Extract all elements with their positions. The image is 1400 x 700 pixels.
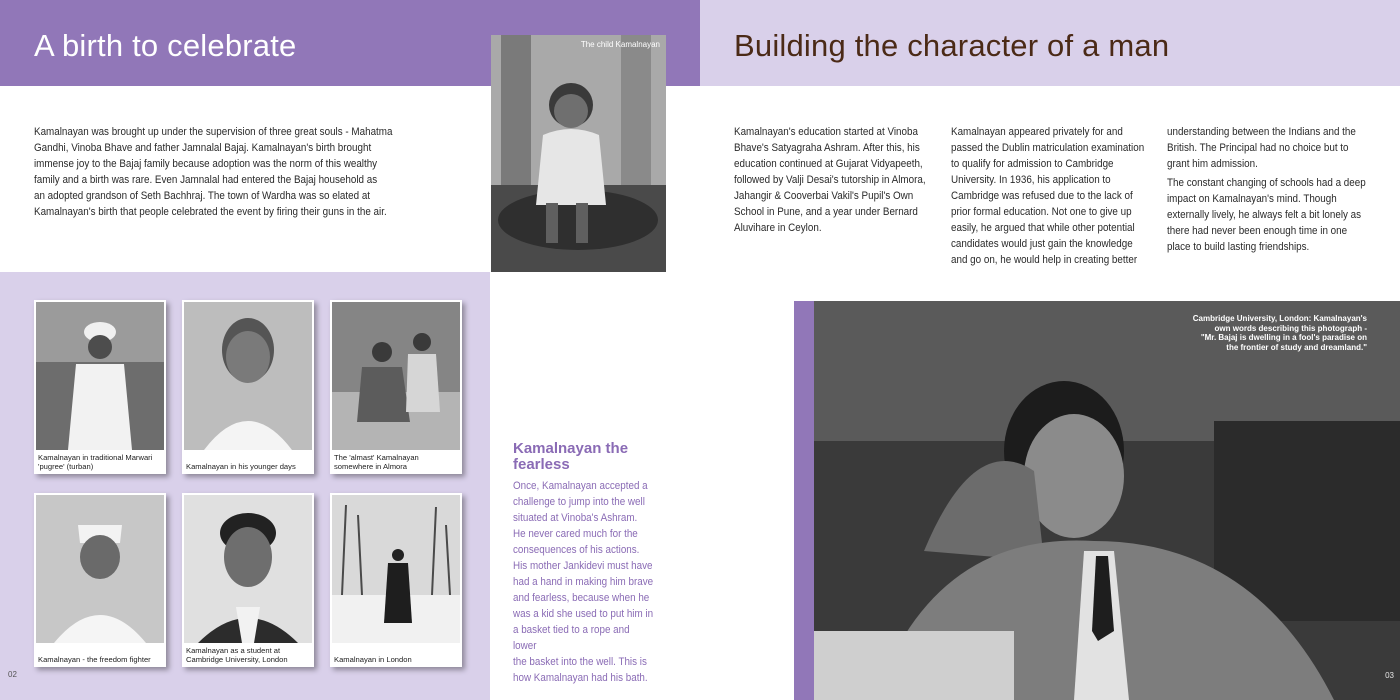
photo-almora — [332, 302, 460, 450]
fearless-line: a basket tied to a rope and lower — [513, 624, 630, 652]
photo-card-younger — [182, 300, 314, 474]
col3-line: place to build lasting friendships. — [1167, 241, 1310, 253]
fearless-line: consequences of his actions. — [513, 544, 640, 556]
almora-photo-illustration — [332, 302, 460, 450]
younger-photo-illustration — [184, 302, 312, 450]
photo-turban — [36, 302, 164, 450]
intro-line: family and a birth was rare. Even Jamnalal had entered the Bajaj household as — [34, 174, 378, 186]
col2-line: passed the Dublin matriculation examination — [951, 142, 1145, 154]
intro-line: immense joy to the Bajaj family because adoption was the norm of this wealthy — [34, 158, 378, 170]
col1-line: education continued at Gujarat Vidyapeeth, — [734, 158, 923, 170]
col3-line: grant him admission. — [1167, 158, 1258, 170]
col2-line: Cambridge was refused due to the lack of — [951, 190, 1133, 202]
photo-london — [332, 495, 460, 643]
photo-caption: Kamalnayan as a student at Cambridge University, London — [186, 646, 288, 664]
intro-line: an adopted grandson of Seth Bachhraj. The town of Wardha was so elated at — [34, 190, 371, 202]
photo-younger — [184, 302, 312, 450]
col3-line: impact on Kamalnayan's mind. Though — [1167, 193, 1337, 205]
col1-line: Jahangir & Cooverbai Vakil's Pupil's Own — [734, 190, 914, 202]
photo-caption: Kamalnayan in traditional Marwari 'pugree' (turban) — [38, 453, 153, 471]
col1-line: followed by Valji Desai's tutorship in Almora, — [734, 174, 926, 186]
col1-line: Bhave's Satyagraha Ashram. After this, his — [734, 142, 920, 154]
photo-card-almora — [330, 300, 462, 474]
col2-line: and go on, he would help in creating better — [951, 254, 1138, 266]
right-page-number: 03 — [1385, 671, 1394, 680]
right-page-title: Building the character of a man — [734, 28, 1170, 63]
col1-line: Aluvihare in Ceylon. — [734, 222, 822, 234]
intro-line: Gandhi, Vinoba Bhave and father Jamnalal Bajaj. Kamalnayan's birth brought — [34, 142, 372, 154]
col3-line: The constant changing of schools had a deep — [1167, 177, 1366, 189]
fearless-line: situated at Vinoba's Ashram. — [513, 512, 638, 524]
photo-card-turban — [34, 300, 166, 474]
col3-paragraph-1 — [1167, 124, 1369, 172]
photo-caption: Kamalnayan - the freedom fighter — [38, 655, 151, 664]
caption-line: Cambridge University, London: Kamalnayan's — [1192, 314, 1367, 323]
left-page-title: A birth to celebrate — [34, 28, 297, 63]
col2-line: prior formal education. Not one to give up — [951, 206, 1132, 218]
col1-line: School in Pune, and a year under Bernard — [734, 206, 918, 218]
cambridge-study-photo — [814, 301, 1400, 700]
fearless-line: and fearless, because when he — [513, 592, 650, 604]
col3-paragraph-2 — [1167, 175, 1369, 255]
col1-line: Kamalnayan's education started at Vinoba — [734, 126, 918, 138]
big-photo-caption — [1187, 314, 1367, 352]
birth-intro-paragraph — [34, 124, 404, 220]
fearless-line: His mother Jankidevi must have — [513, 560, 653, 572]
education-column-3 — [1167, 124, 1369, 258]
left-page-number: 02 — [8, 670, 17, 679]
fearless-line: challenge to jump into the well — [513, 496, 645, 508]
education-column-2 — [951, 124, 1155, 268]
fearless-heading: Kamalnayan the fearless — [513, 440, 629, 473]
photo-caption: Kamalnayan in London — [334, 655, 412, 664]
fearless-line: was a kid she used to put him in — [513, 608, 654, 620]
photo-cambridge-student — [184, 495, 312, 643]
col2-line: easily, he argued that while other potential — [951, 222, 1135, 234]
intro-line: Kamalnayan's birth that people celebrated the event by firing their guns in the air. — [34, 206, 387, 218]
photo-caption: Kamalnayan in his younger days — [186, 462, 296, 471]
col3-line: British. The Principal had no choice but to — [1167, 142, 1349, 154]
photo-freedom-fighter — [36, 495, 164, 643]
london-photo-illustration — [332, 495, 460, 643]
col3-line: understanding between the Indians and the — [1167, 126, 1356, 138]
photo-card-freedom-fighter — [34, 493, 166, 667]
fearless-line: how Kamalnayan had his bath. — [513, 672, 648, 684]
fearless-line: the basket into the well. This is — [513, 656, 647, 668]
photo-caption: The 'almast' Kamalnayan somewhere in Almora — [334, 453, 419, 471]
fearless-line: had a hand in making him brave — [513, 576, 654, 588]
education-column-1 — [734, 124, 938, 236]
col2-line: to qualify for admission to Cambridge — [951, 158, 1114, 170]
freedom-fighter-photo-illustration — [36, 495, 164, 643]
cambridge-study-illustration — [814, 301, 1400, 700]
col3-line: there had never been enough time in one — [1167, 225, 1348, 237]
fearless-line: Once, Kamalnayan accepted a — [513, 480, 648, 492]
child-kamalnayan-photo — [491, 35, 666, 272]
cambridge-student-photo-illustration — [184, 495, 312, 643]
fearless-paragraph — [513, 478, 654, 686]
photo-card-london — [330, 493, 462, 667]
big-photo-frame-accent — [794, 301, 814, 700]
caption-line: own words describing this photograph - — [1214, 323, 1367, 333]
col2-line: University. In 1936, his application to — [951, 174, 1111, 186]
child-photo-illustration — [491, 35, 666, 272]
intro-line: Kamalnayan was brought up under the supervision of three great souls - Mahatma — [34, 126, 393, 138]
caption-line: the frontier of study and dreamland." — [1226, 342, 1367, 352]
col2-line: Kamalnayan appeared privately for and — [951, 126, 1123, 138]
turban-photo-illustration — [36, 302, 164, 450]
fearless-line: He never cared much for the — [513, 528, 638, 540]
child-photo-caption: The child Kamalnayan — [580, 40, 660, 49]
caption-line: "Mr. Bajaj is dwelling in a fool's paradise on — [1200, 333, 1367, 342]
col3-line: externally lively, he always felt a bit lonely as — [1167, 209, 1362, 221]
col2-line: candidates would just gain the knowledge — [951, 238, 1133, 250]
photo-card-cambridge-student — [182, 493, 314, 667]
